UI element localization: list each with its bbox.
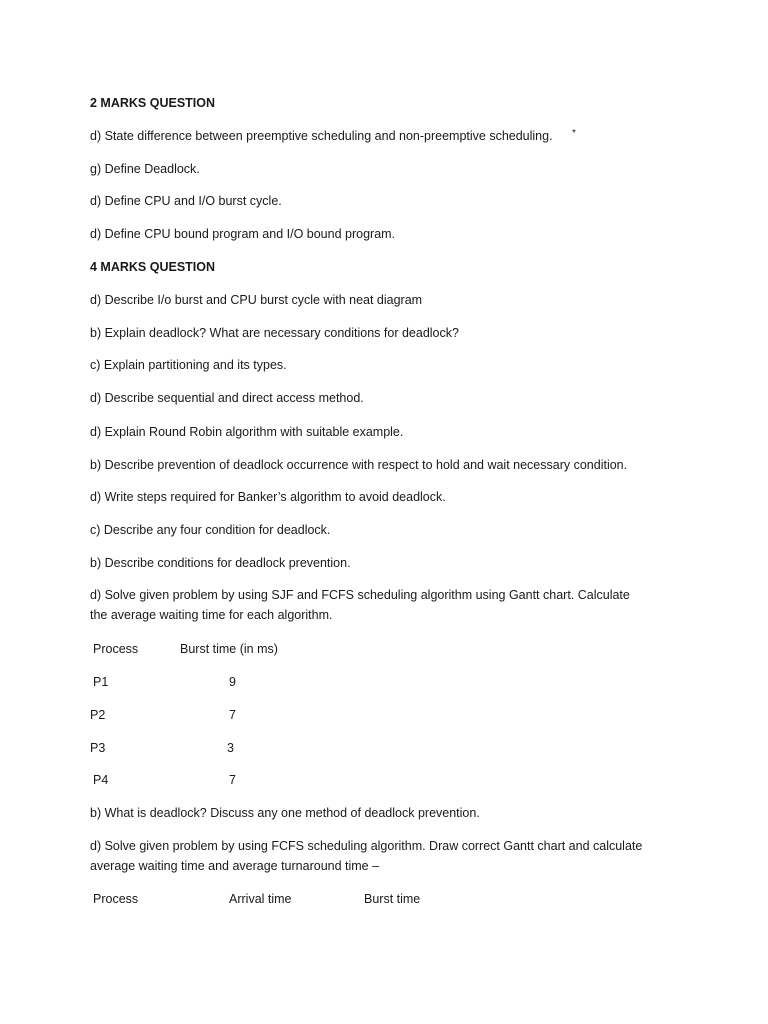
table-1-row-1-process: P1: [93, 675, 109, 689]
table-1-row-4-burst: 7: [229, 773, 236, 787]
question-4-6: b) Describe prevention of deadlock occurrence with respect to hold and wait necessary condition.: [90, 458, 628, 472]
table-2-header-process: Process: [93, 892, 139, 906]
table-1-row-2-burst: 7: [229, 708, 236, 722]
question-4-1: d) Describe I/o burst and CPU burst cycle with neat diagram: [90, 293, 423, 307]
question-2-3: d) Define CPU and I/O burst cycle.: [90, 194, 282, 208]
question-4-2: b) Explain deadlock? What are necessary conditions for deadlock?: [90, 326, 459, 340]
table-1-row-2-process: P2: [90, 708, 106, 722]
question-4-4: d) Describe sequential and direct access method.: [90, 391, 364, 405]
table-2-header-burst: Burst time: [364, 892, 421, 906]
question-4-5: d) Explain Round Robin algorithm with suitable example.: [90, 425, 404, 439]
table-1-header-process: Process: [93, 642, 139, 656]
table-2-header-arrival: Arrival time: [229, 892, 292, 906]
asterisk-mark: *: [572, 128, 576, 139]
question-4-7: d) Write steps required for Banker’s algorithm to avoid deadlock.: [90, 490, 446, 504]
question-4-9: b) Describe conditions for deadlock prevention.: [90, 556, 351, 570]
question-4-8: c) Describe any four condition for deadlock.: [90, 523, 331, 537]
section-heading-2-marks: 2 MARKS QUESTION: [90, 96, 216, 110]
question-2-2: g) Define Deadlock.: [90, 162, 200, 176]
table-1-header-burst: Burst time (in ms): [180, 642, 278, 656]
table-1-row-4-process: P4: [93, 773, 109, 787]
question-4-3: c) Explain partitioning and its types.: [90, 358, 287, 372]
table-1-row-3-burst: 3: [227, 741, 234, 755]
question-after-table-1: b) What is deadlock? Discuss any one method of deadlock prevention.: [90, 806, 480, 820]
table-1-row-3-process: P3: [90, 741, 106, 755]
question-2-4: d) Define CPU bound program and I/O bound program.: [90, 227, 396, 241]
question-after-table-2: d) Solve given problem by using FCFS scheduling algorithm. Draw correct Gantt chart and calculate average waiting time and average turnaround time –: [90, 839, 643, 873]
question-2-1: d) State difference between preemptive scheduling and non-preemptive scheduling.: [90, 129, 553, 143]
table-1-row-1-burst: 9: [229, 675, 236, 689]
section-heading-4-marks: 4 MARKS QUESTION: [90, 260, 216, 274]
question-4-10: d) Solve given problem by using SJF and FCFS scheduling algorithm using Gantt chart. Calculate the average waiting time for each algorithm.: [90, 588, 630, 622]
